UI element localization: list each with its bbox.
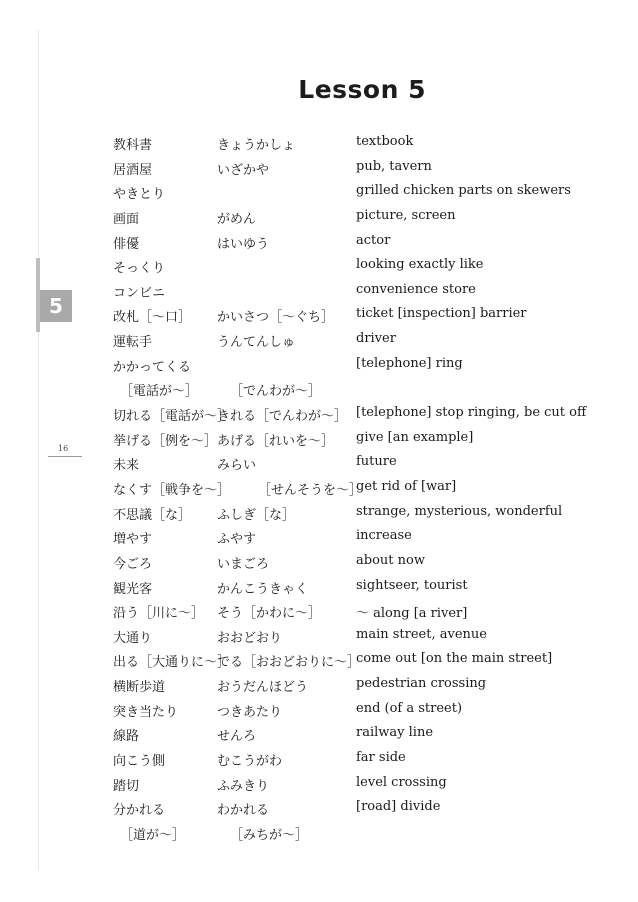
vocab-meaning: end (of a street): [356, 700, 463, 716]
lesson-title: Lesson 5: [298, 74, 426, 104]
vocab-row: [0, 255, 638, 280]
vocab-meaning: actor: [356, 232, 391, 248]
vocab-row: [0, 674, 638, 699]
vocab-term: 俳優: [113, 236, 140, 252]
vocab-meaning: pedestrian crossing: [356, 676, 487, 692]
vocab-meaning: ～ along [a river]: [356, 606, 468, 622]
vocab-term: 不思議［な］: [113, 507, 192, 523]
vocab-row: [0, 576, 638, 601]
vocab-reading: あげる［れいを～］: [217, 433, 335, 449]
vocab-row: [0, 526, 638, 551]
vocab-row: [0, 773, 638, 798]
vocab-reading: むこうがわ: [217, 754, 283, 770]
vocab-reading: つきあたり: [217, 704, 283, 720]
vocab-row: [0, 231, 638, 256]
vocab-row: [0, 748, 638, 773]
vocab-reading: みらい: [217, 458, 257, 474]
vocab-term: ［道が～］: [120, 827, 186, 843]
vocab-term: なくす［戦争を～］: [113, 482, 231, 498]
vocab-meaning: [telephone] ring: [356, 355, 463, 371]
vocab-term: 大通り: [113, 630, 153, 646]
vocab-term: そっくり: [113, 261, 166, 277]
vocab-meaning: give [an example]: [356, 429, 474, 445]
vocab-reading: ［みちが～］: [230, 827, 309, 843]
vocab-term: 挙げる［例を～］: [113, 433, 218, 449]
vocab-reading: はいゆう: [217, 236, 270, 252]
vocab-reading: うんてんしゅ: [217, 335, 296, 351]
vocab-row: [0, 354, 638, 379]
vocab-term: 分かれる: [113, 803, 166, 819]
vocab-reading: いざかや: [217, 162, 270, 178]
vocab-row: [0, 699, 638, 724]
vocab-term: 改札［～口］: [113, 310, 192, 326]
vocab-meaning: strange, mysterious, wonderful: [356, 503, 563, 519]
vocab-reading: ふしぎ［な］: [217, 507, 296, 523]
vocab-term: コンビニ: [113, 285, 166, 301]
vocab-meaning: future: [356, 454, 397, 470]
vocab-term: 増やす: [113, 532, 153, 548]
vocab-row: [0, 502, 638, 527]
vocab-meaning: sightseer, tourist: [356, 577, 468, 593]
vocab-term: 線路: [113, 729, 140, 745]
vocab-row: [0, 181, 638, 206]
vocab-reading: いまごろ: [217, 556, 270, 572]
vocab-meaning: pub, tavern: [356, 158, 432, 174]
vocab-row: [0, 477, 638, 502]
vocab-reading: かんこうきゃく: [217, 581, 309, 597]
vocab-row: [0, 600, 638, 625]
vocab-term: 未来: [113, 458, 140, 474]
vocab-row: [0, 304, 638, 329]
vocab-meaning: railway line: [356, 725, 434, 741]
vocab-reading: ［でんわが～］: [230, 384, 322, 400]
vocab-row: [0, 625, 638, 650]
vocab-meaning: ticket [inspection] barrier: [356, 306, 527, 322]
vocab-reading: そう［かわに～］: [217, 606, 322, 622]
vocab-row: [0, 428, 638, 453]
vocab-reading: きれる［でんわが～］: [217, 409, 348, 425]
vocab-reading: ふやす: [217, 532, 257, 548]
lesson-number-tab: 5: [40, 290, 72, 322]
vocab-reading: がめん: [217, 211, 257, 227]
vocab-reading: かいさつ［～ぐち］: [217, 310, 335, 326]
vocab-row: [0, 649, 638, 674]
vocab-meaning: looking exactly like: [356, 257, 484, 273]
vocab-term: 突き当たり: [113, 704, 179, 720]
vocab-row: [0, 403, 638, 428]
vocab-row: [0, 797, 638, 822]
vocab-term: 向こう側: [113, 754, 166, 770]
vocab-row: [0, 206, 638, 231]
vocab-meaning: picture, screen: [356, 207, 456, 223]
vocab-meaning: [road] divide: [356, 799, 441, 815]
vocab-reading: わかれる: [217, 803, 270, 819]
vocab-reading: きょうかしょ: [217, 138, 296, 153]
vocab-meaning: main street, avenue: [356, 626, 487, 642]
vocab-meaning: textbook: [356, 134, 414, 149]
vocab-term: 居酒屋: [113, 162, 153, 178]
vocab-term: 観光客: [113, 581, 153, 597]
vocab-term: かかってくる: [113, 359, 192, 375]
vocab-term: ［電話が～］: [120, 384, 199, 400]
vocab-reading: でる［おおどおりに～］: [217, 655, 361, 671]
vocab-reading: せんろ: [217, 729, 257, 745]
vocab-row: [0, 452, 638, 477]
vocab-meaning: level crossing: [356, 774, 447, 790]
vocab-term: 出る［大通りに～］: [113, 655, 231, 671]
vocab-row-continuation: [0, 378, 638, 403]
vocab-term: 運転手: [113, 335, 153, 351]
vocab-term: 横断歩道: [113, 680, 166, 696]
vocab-reading: ［せんそうを～］: [258, 482, 363, 498]
vocab-reading: ふみきり: [217, 778, 270, 794]
page-number: 16: [58, 444, 69, 453]
vocabulary-list: [0, 132, 638, 847]
vocab-meaning: convenience store: [356, 281, 476, 297]
vocab-term: 沿う［川に～］: [113, 606, 205, 622]
vocab-row: [0, 157, 638, 182]
vocab-term: 切れる［電話が～］: [113, 409, 231, 425]
vocab-row: [0, 329, 638, 354]
vocab-reading: おおどおり: [217, 630, 283, 646]
vocab-row: [0, 132, 638, 157]
vocab-term: 画面: [113, 211, 140, 227]
vocab-meaning: increase: [356, 528, 412, 544]
vocab-row-continuation: [0, 822, 638, 847]
vocab-term: 教科書: [113, 138, 153, 153]
vocab-meaning: about now: [356, 552, 425, 568]
vocab-meaning: far side: [356, 750, 406, 766]
vocab-row: [0, 280, 638, 305]
vocab-meaning: come out [on the main street]: [356, 651, 553, 667]
vocab-meaning: [telephone] stop ringing, be cut off: [356, 405, 587, 421]
vocab-term: 今ごろ: [113, 556, 153, 572]
vocab-term: やきとり: [113, 187, 166, 203]
vocab-meaning: driver: [356, 331, 396, 347]
vocab-reading: おうだんほどう: [217, 680, 309, 696]
vocab-term: 踏切: [113, 778, 140, 794]
vocab-meaning: grilled chicken parts on skewers: [356, 183, 571, 199]
vocab-row: [0, 551, 638, 576]
vocab-row: [0, 723, 638, 748]
vocab-meaning: get rid of [war]: [356, 478, 457, 494]
